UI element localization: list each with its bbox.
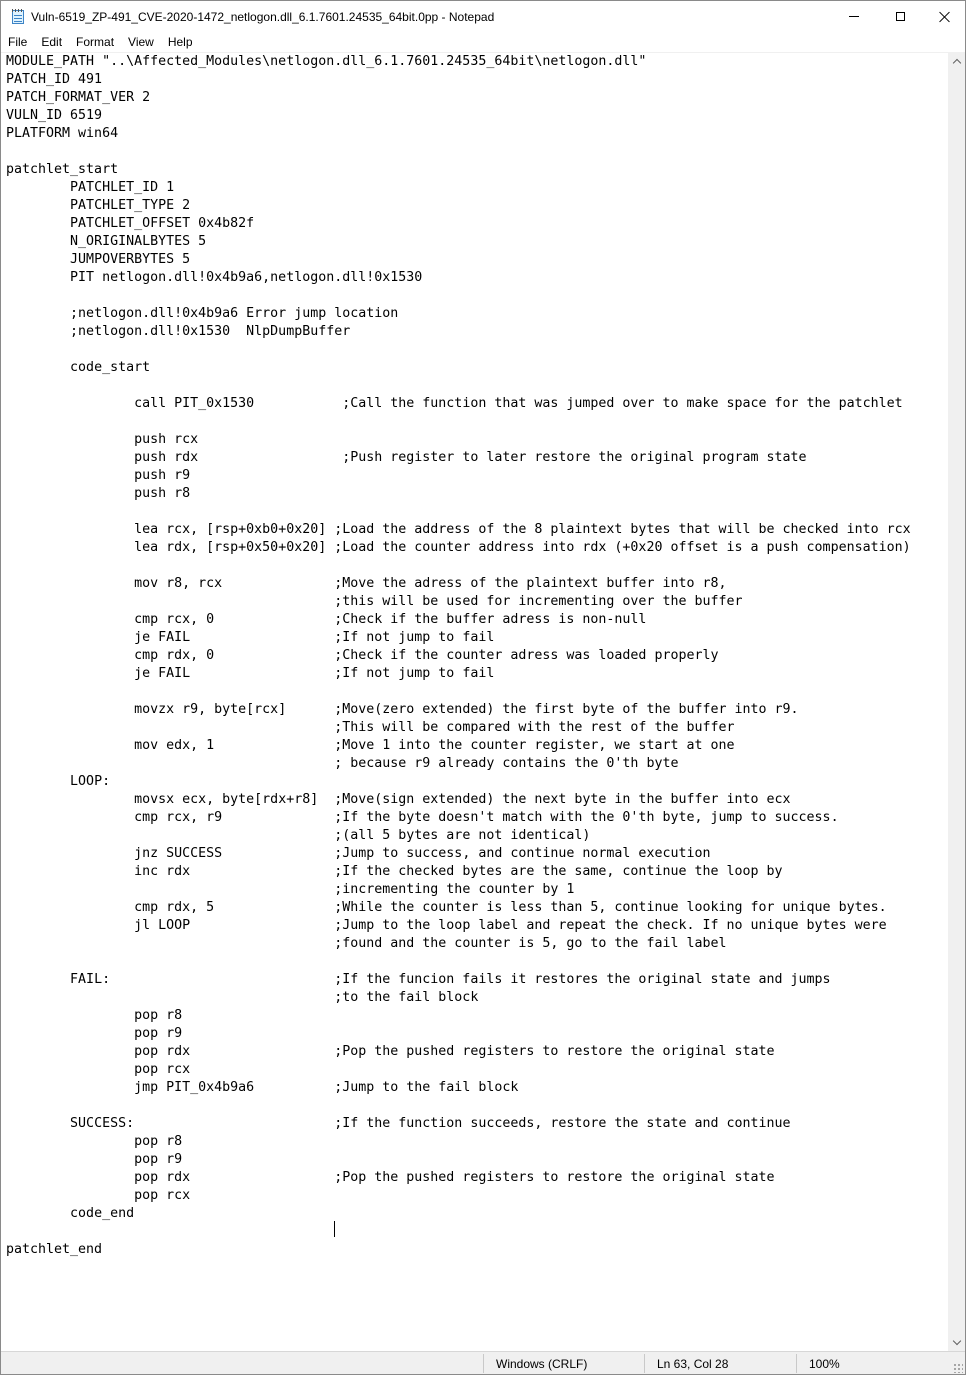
maximize-icon — [896, 12, 905, 21]
menu-file[interactable]: File — [8, 35, 28, 49]
notepad-icon — [11, 9, 25, 25]
window-title: Vuln-6519_ZP-491_CVE-2020-1472_netlogon.dll_6.1.7601.24535_64bit.0pp - Notepad — [31, 9, 495, 24]
menu-help[interactable]: Help — [167, 35, 193, 49]
chevron-up-icon — [952, 59, 960, 67]
status-bar — [1, 1351, 965, 1375]
text-editor[interactable] — [1, 53, 948, 1351]
vertical-scrollbar[interactable] — [948, 53, 965, 1351]
chevron-down-icon — [952, 1337, 960, 1345]
scroll-up-button[interactable] — [948, 53, 965, 70]
text-caret — [334, 1221, 335, 1237]
menu-format[interactable]: Format — [76, 35, 115, 49]
title-bar[interactable] — [1, 1, 965, 32]
editor-content[interactable]: MODULE_PATH "..\Affected_Modules\netlogon.dll_6.1.7601.24535_64bit\netlogon.dll" PATCH_ID 491 PATCH_FORMAT_VER 2 VULN_ID 6519 PLATFORM win64 patchlet_start PATCHLET_ID 1 PATCHLET_TYPE 2 PATCHLET_OFFSET 0x4b82f N_ORIGINALBYTES 5 JUMPOVERBYTES 5 PIT netlogon.dll!0x4b9a6,netlogon.dll!0x1530 ;netlogon.dll!0x4b9a6 Error jump location ;netlogon.dll!0x1530 NlpDumpBuffer code_start call PIT_0x1530 ;Call the function that was jumped over to make space for the patchlet push rcx push rdx ;Push register to later restore the original program state push r9 push r8 lea rcx, [rsp+0xb0+0x20] ;Load the address of the 8 plaintext bytes that will be checked into rcx lea rdx, [rsp+0x50+0x20] ;Load the counter address into rdx (+0x20 offset is a push compensation) mov r8, rcx ;Move the adress of the plaintext buffer into r8, ;this will be used for incrementing over the buffer cmp rcx, 0 ;Check if the buffer adress is non-null je FAIL ;If not jump to fail cmp rdx, 0 ;Check if the counter adress was loaded properly je FAIL ;If not jump to fail movzx r9, byte[rcx] ;Move(zero extended) the first byte of the buffer into r9. ;This will be compared with the rest of the buffer mov edx, 1 ;Move 1 into the counter register, we start at one ; because r9 already contains the 0'th byte LOOP: movsx ecx, byte[rdx+r8] ;Move(sign extended) the next byte in the buffer into ecx cmp rcx, r9 ;If the byte doesn't match with the 0'th byte, jump to success. ;(all 5 bytes are not identical) jnz SUCCESS ;Jump to success, and continue normal execution inc rdx ;If the checked bytes are the same, continue the loop by ;incrementing the counter by 1 cmp rdx, 5 ;While the counter is less than 5, continue looking for unique bytes. jl LOOP ;Jump to the loop label and repeat the check. If no unique bytes were ;found and the counter is 5, go to the fail label FAIL: ;If the funcion fails it restores the original state and jumps ;to the fail block pop r8 pop r9 pop rdx ;Pop the pushed registers to restore the original state pop rcx jmp PIT_0x4b9a6 ;Jump to the fail block SUCCESS: ;If the function succeeds, restore the state and continue pop r8 pop r9 pop rdx ;Pop the pushed registers to restore the original state pop rcx code_end patchlet_end — [6, 54, 911, 1257]
resize-grip-icon[interactable] — [953, 1363, 963, 1373]
menu-edit[interactable]: Edit — [41, 35, 63, 49]
menu-view[interactable]: View — [128, 35, 154, 49]
maximize-button[interactable] — [877, 1, 923, 32]
close-button[interactable] — [921, 1, 966, 32]
minimize-button[interactable] — [831, 1, 877, 32]
menu-bar — [1, 32, 965, 53]
status-line-ending: Windows (CRLF) — [496, 1357, 588, 1371]
status-zoom: 100% — [809, 1357, 840, 1371]
status-cursor-position: Ln 63, Col 28 — [657, 1357, 729, 1371]
minimize-icon — [849, 16, 859, 17]
scroll-down-button[interactable] — [948, 1334, 965, 1351]
close-icon — [939, 11, 950, 22]
